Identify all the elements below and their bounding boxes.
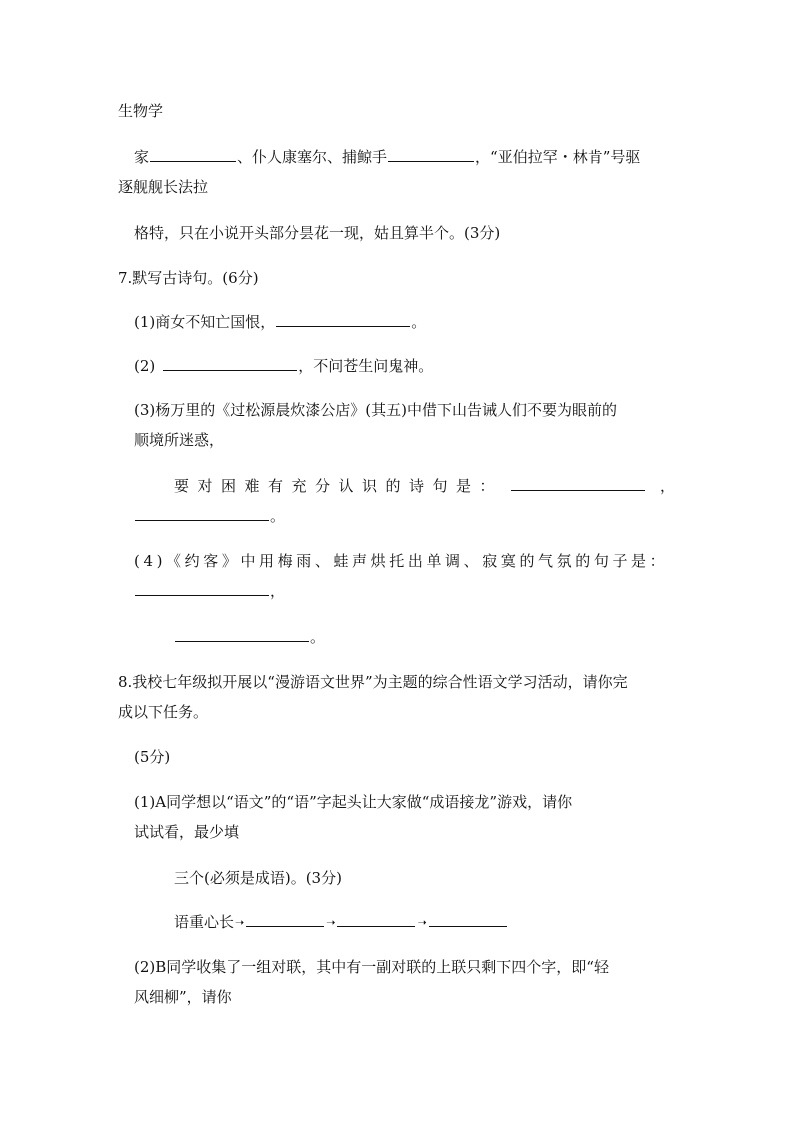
- text-line: [0, 399, 794, 421]
- text-line: [0, 176, 794, 198]
- text: (4)《约客》中用梅雨、蛙声烘托出单调、寂寞的气氛的句子是：: [134, 552, 669, 570]
- answer-blank[interactable]: [246, 911, 324, 927]
- text: ，“亚伯拉罕・林肯”号驱: [475, 148, 641, 166]
- text: 风细柳”，请你: [134, 988, 232, 1006]
- text: 。: [310, 628, 326, 646]
- text: 8.我校七年级拟开展以“漫游语文世界”为主题的综合性语文学习活动，请你完: [118, 673, 628, 691]
- question-heading: [0, 267, 794, 289]
- answer-blank[interactable]: [337, 911, 415, 927]
- question-heading: [0, 671, 794, 693]
- text-line: [0, 100, 794, 122]
- text: (2)B同学收集了一组对联，其中有一副对联的上联只剩下四个字，即“轻: [134, 958, 609, 976]
- text: 试试看，最少填: [134, 823, 240, 841]
- text-line: [0, 222, 794, 244]
- text: (5分): [134, 748, 171, 766]
- text-line: [0, 311, 794, 333]
- idiom-chain: [0, 911, 794, 934]
- text-line: [0, 986, 794, 1008]
- answer-blank[interactable]: [150, 146, 236, 162]
- text-line: [0, 956, 794, 978]
- text: (2): [134, 357, 156, 375]
- text: 顺境所迷惑，: [134, 431, 225, 449]
- answer-blank[interactable]: [135, 580, 269, 596]
- text-line: [0, 355, 794, 377]
- answer-blank[interactable]: [388, 146, 474, 162]
- answer-blank[interactable]: [429, 911, 507, 927]
- answer-blank[interactable]: [511, 475, 645, 491]
- text: 。: [270, 507, 286, 525]
- text: ，: [660, 477, 676, 495]
- text: (1)A同学想以“语文”的“语”字起头让大家做“成语接龙”游戏，请你: [134, 793, 573, 811]
- text: ，: [270, 582, 286, 600]
- text: 。: [411, 313, 427, 331]
- answer-blank[interactable]: [276, 311, 410, 327]
- text: 格特，只在小说开头部分昙花一现，姑且算半个。(3分): [134, 224, 501, 242]
- text-line: [0, 429, 794, 451]
- text: 要对困难有充分认识的诗句是：: [174, 477, 504, 495]
- text-line: [0, 475, 794, 497]
- text-line: [0, 505, 794, 527]
- text: 语重心长: [174, 913, 235, 931]
- text: 逐舰舰长法拉: [118, 178, 209, 196]
- answer-blank[interactable]: [135, 505, 269, 521]
- text-line: [0, 550, 794, 572]
- text-line: [0, 746, 794, 768]
- arrow-right-icon: ➝: [326, 916, 336, 929]
- text-line: [0, 146, 794, 168]
- text-line: [0, 867, 794, 889]
- arrow-right-icon: ➝: [235, 916, 245, 929]
- answer-blank[interactable]: [163, 355, 297, 371]
- text: ，不问苍生问鬼神。: [298, 357, 434, 375]
- text: 7.默写古诗句。(6分): [118, 269, 259, 287]
- arrow-right-icon: ➝: [417, 916, 427, 929]
- text: 生物学: [118, 102, 164, 120]
- text: 、仆人康塞尔、捕鲸手: [237, 148, 388, 166]
- text-line: [0, 701, 794, 723]
- text-line: [0, 626, 794, 648]
- text-line: [0, 791, 794, 813]
- text: 家: [134, 148, 150, 166]
- answer-blank[interactable]: [175, 626, 309, 642]
- text-line: [0, 821, 794, 843]
- text-line: [0, 580, 794, 602]
- text: 三个(必须是成语)。(3分): [174, 869, 342, 887]
- text: (3)杨万里的《过松源晨炊漆公店》(其五)中借下山告诫人们不要为眼前的: [134, 401, 617, 419]
- text: 成以下任务。: [118, 703, 209, 721]
- text: (1)商女不知亡国恨，: [134, 313, 276, 331]
